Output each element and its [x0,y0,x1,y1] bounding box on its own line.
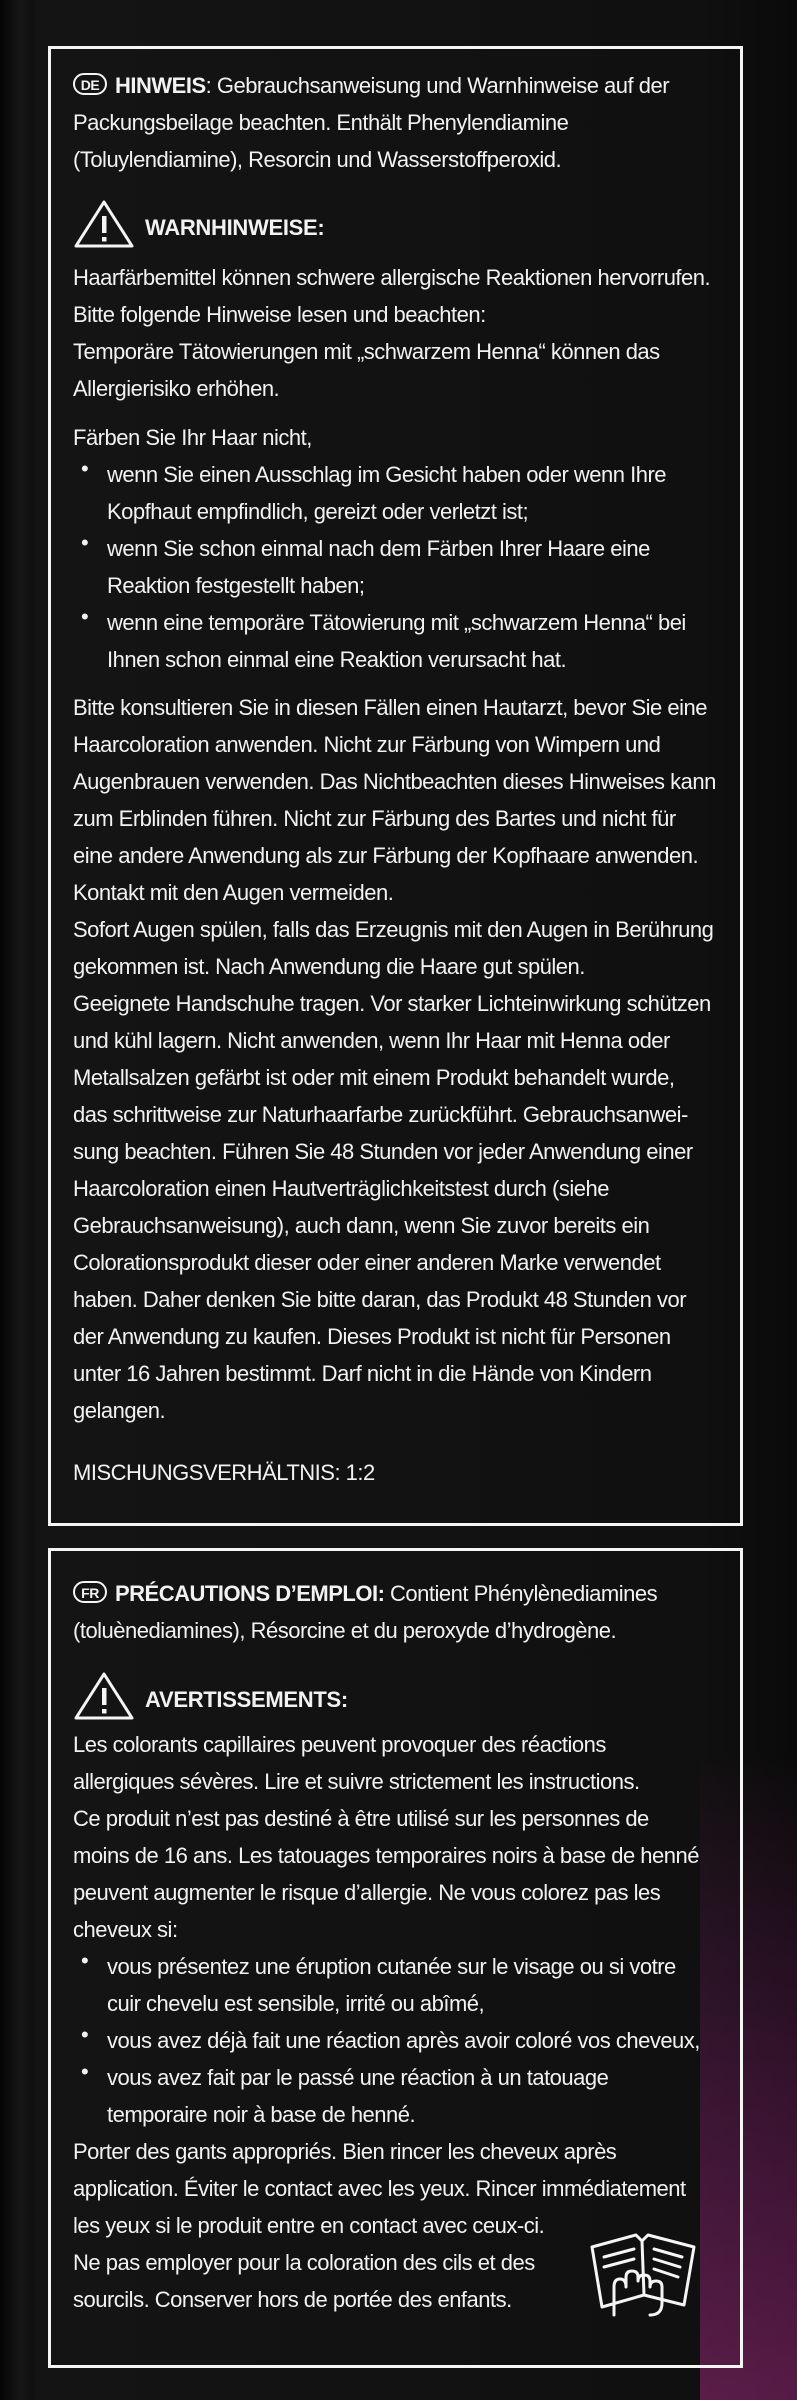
fr-warn-line: cheveux si: [73,1917,178,1942]
de-body-line: Gebrauchsanweisung), auch dann, wenn Sie zuvor bereits ein [73,1213,650,1238]
de-bullet-section [73,419,733,678]
de-mix-ratio: MISCHUNGSVERHÄLTNIS: 1:2 [73,1460,375,1485]
bullet-dot: • [81,2059,89,2084]
de-hinweis-line-1 [73,67,733,104]
de-body-line: sung beachten. Führen Sie 48 Stunden vor jeder Anwendung einer [73,1139,693,1164]
fr-warn-line: allergiques sévères. Lire et suivre strictement les instructions. [73,1769,640,1794]
de-body-text [73,689,733,1429]
de-warn-line: Bitte folgende Hinweise lesen und beachten: [73,302,486,327]
de-warning-text [73,259,733,407]
de-body-line: Haarcoloration anwenden. Nicht zur Färbung von Wimpern und [73,732,661,757]
de-bullet-line: wenn Sie einen Ausschlag im Gesicht haben oder wenn Ihre [107,462,667,487]
de-warn-line: Haarfärbemittel können schwere allergische Reaktionen hervorrufen. [73,265,711,290]
de-hinweis-label: HINWEIS [115,73,206,98]
bullet-dot: • [81,2022,89,2047]
warning-triangle-icon [73,1671,135,1721]
fr-bullet-line: temporaire noir à base de henné. [107,2102,416,2127]
de-body-line: und kühl lagern. Nicht anwenden, wenn Ihr Haar mit Henna oder [73,1028,670,1053]
de-bullet-line: Reaktion festgestellt haben; [107,573,365,598]
fr-bullet-item [73,1948,733,2022]
de-body-line: Colorationsprodukt dieser oder einer anderen Marke verwendet [73,1250,661,1275]
de-body-line: Geeignete Handschuhe tragen. Vor starker Lichteinwirkung schützen [73,991,711,1016]
fr-warn-line: Les colorants capillaires peuvent provoquer des réactions [73,1732,606,1757]
fr-body-line: les yeux si le produit entre en contact avec ceux-ci. [73,2213,545,2238]
de-body-line: unter 16 Jahren bestimmt. Darf nicht in die Hände von Kindern [73,1361,652,1386]
instruction-leaflet-hand-icon [584,2217,702,2317]
fr-precautions-line-2: (toluènediamines), Résorcine et du peroxyde d’hydrogène. [73,1618,617,1643]
fr-warning-title: AVERTISSEMENTS: [145,1687,348,1712]
bullet-dot: • [81,604,89,629]
fr-warn-line: Ce produit n’est pas destiné à être utilisé sur les personnes de [73,1806,649,1831]
de-body-line: der Anwendung zu kaufen. Dieses Produkt ist nicht für Personen [73,1324,671,1349]
de-body-line: haben. Daher denken Sie bitte daran, das Produkt 48 Stunden vor [73,1287,687,1312]
de-bullet-item [73,530,733,604]
de-bullet-line: Ihnen schon einmal eine Reaktion verursacht hat. [107,647,567,672]
de-body-line: Sofort Augen spülen, falls das Erzeugnis mit den Augen in Berührung [73,917,714,942]
de-body-line: das schrittweise zur Naturhaarfarbe zurückführt. Gebrauchsanwei- [73,1102,688,1127]
fr-bullet-line: vous présentez une éruption cutanée sur le visage ou si votre [107,1954,676,1979]
fr-bullet-line: vous avez fait par le passé une réaction à un tatouage [107,2065,609,2090]
fr-precautions-label: PRÉCAUTIONS D’EMPLOI: [115,1581,385,1606]
de-body-line: Bitte konsultieren Sie in diesen Fällen einen Hautarzt, bevor Sie eine [73,695,707,720]
de-bullet-item [73,604,733,678]
de-mix-ratio-block [73,1454,733,1491]
german-warning-panel [48,46,743,1526]
french-warning-panel [48,1548,743,2368]
fr-bullet-line: cuir chevelu est sensible, irrité ou abîmé, [107,1991,485,2016]
de-bullet-line: wenn eine temporäre Tätowierung mit „schwarzem Henna“ bei [107,610,686,635]
fr-bullet-item [73,2059,733,2133]
de-hinweis-line-2: Packungsbeilage beachten. Enthält Phenylendiamine [73,110,569,135]
de-body-line: gekommen ist. Nach Anwendung die Haare gut spülen. [73,954,585,979]
package-left-edge [0,0,34,2400]
fr-bullet-line: vous avez déjà fait une réaction après avoir coloré vos cheveux, [107,2028,700,2053]
bullet-dot: • [81,530,89,555]
de-hinweis-line-3: (Toluylendiamine), Resorcin und Wasserstoffperoxid. [73,147,562,172]
de-hinweis-block [73,67,733,178]
de-warn-line: Temporäre Tätowierungen mit „schwarzem Henna“ können das [73,339,660,364]
fr-precautions-text: Contient Phénylènediamines [384,1581,658,1606]
de-body-line: zum Erblinden führen. Nicht zur Färbung des Bartes und nicht für [73,806,676,831]
fr-body-line: Porter des gants appropriés. Bien rincer les cheveux après [73,2139,617,2164]
de-bullet-line: wenn Sie schon einmal nach dem Färben Ihrer Haare eine [107,536,650,561]
fr-body-line: Ne pas employer pour la coloration des cils et des [73,2250,535,2275]
de-body-line: Haarcoloration einen Hautverträglichkeitstest durch (siehe [73,1176,609,1201]
warning-triangle-icon [73,199,135,249]
de-bullet-item [73,456,733,530]
bullet-dot: • [81,456,89,481]
de-body-line: eine andere Anwendung als zur Färbung der Kopfhaare anwenden. [73,843,699,868]
fr-warn-line: moins de 16 ans. Les tatouages temporaires noirs à base de henné [73,1843,699,1868]
de-hinweis-text: : Gebrauchsanweisung und Warnhinweise auf der [205,73,670,98]
de-body-line: Metallsalzen gefärbt ist oder mit einem Produkt behandelt wurde, [73,1065,675,1090]
fr-bullet-item [73,2022,733,2059]
fr-precautions-block [73,1575,733,1649]
de-body-line: Augenbrauen verwenden. Das Nichtbeachten dieses Hinweises kann [73,769,716,794]
fr-warn-line: peuvent augmenter le risque d’allergie. Ne vous colorez pas les [73,1880,661,1905]
de-warn-line: Allergierisiko erhöhen. [73,376,280,401]
fr-language-badge: FR [73,1581,107,1603]
bullet-dot: • [81,1948,89,1973]
de-bullet-line: Kopfhaut empfindlich, gereizt oder verletzt ist; [107,499,529,524]
de-body-line: Kontakt mit den Augen vermeiden. [73,880,394,905]
de-body-line: gelangen. [73,1398,166,1423]
fr-precautions-line-1 [73,1575,733,1612]
fr-body-line: application. Éviter le contact avec les yeux. Rincer immédiatement [73,2176,686,2201]
de-language-badge: DE [73,73,107,95]
de-warning-title: WARNHINWEISE: [145,215,325,240]
fr-body-line: sourcils. Conserver hors de portée des enfants. [73,2287,512,2312]
de-intro: Färben Sie Ihr Haar nicht, [73,425,312,450]
